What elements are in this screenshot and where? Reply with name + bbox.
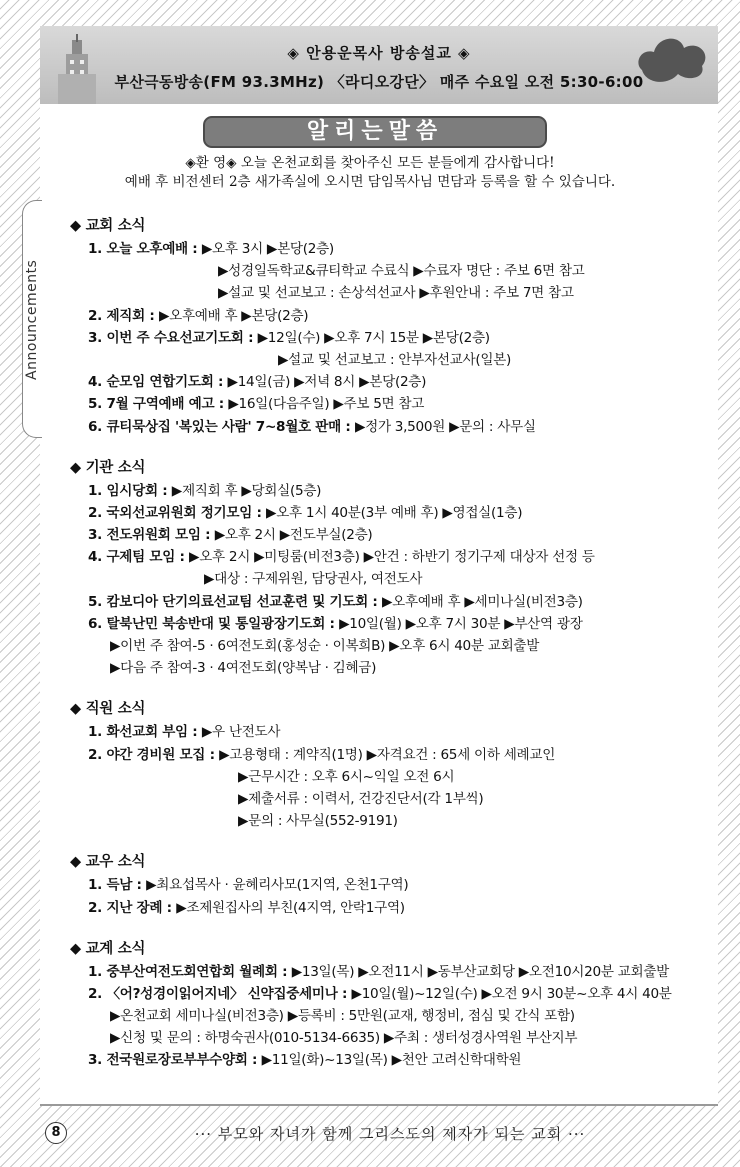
announcement-item: [70, 480, 710, 502]
item-text: ▶우 난전도사: [201, 724, 281, 741]
item-label: 5. 7월 구역예배 예고 :: [88, 396, 229, 413]
announcement-section: [70, 456, 710, 680]
announcement-section: [70, 214, 710, 438]
section-title: ◆ 교회 소식: [70, 218, 146, 234]
item-text: ▶14일(금) ▶저녁 8시 ▶본당(2층): [227, 374, 427, 391]
announcement-detail: [70, 349, 710, 371]
item-text: ▶11일(화)~13일(목) ▶천안 고려신학대학원: [261, 1052, 522, 1069]
announcement-detail: [70, 1027, 710, 1049]
item-text: ▶오후 2시 ▶미팅룸(비전3층) ▶안건 : 하반기 정기구제 대상자 선정 등: [189, 549, 595, 566]
church-motto: ··· 부모와 자녀가 함께 그리스도의 제자가 되는 교회 ···: [194, 1125, 586, 1143]
item-text: ▶16일(다음주일) ▶주보 5면 참고: [228, 396, 425, 413]
welcome-message: [60, 154, 680, 192]
welcome-line: ◈환 영◈ 오늘 온천교회를 찾아주신 모든 분들에게 감사합니다!: [185, 155, 555, 171]
section-title: ◆ 직원 소식: [70, 701, 146, 718]
page-number: 8: [45, 1122, 67, 1144]
welcome-line: 예배 후 비전센터 2층 새가족실에 오시면 담임목사님 면담과 등록을 할 수 있습니다.: [124, 174, 616, 190]
broadcast-banner: [40, 26, 718, 104]
item-label: 1. 득남 :: [88, 877, 147, 894]
announcement-item: [70, 744, 710, 766]
item-text: ▶설교 및 선교보고 : 안부자선교사(일본): [278, 351, 511, 368]
item-text: ▶10일(월) ▶오후 7시 30분 ▶부산역 광장: [339, 615, 583, 632]
item-text: ▶오후예배 후 ▶세미나실(비전3층): [382, 593, 583, 610]
item-label: 3. 전국원로장로부부수양회 :: [88, 1052, 262, 1069]
item-text: ▶13일(목) ▶오전11시 ▶동부산교회당 ▶오전10시20분 교회출발: [291, 963, 669, 980]
announcement-item: [70, 524, 710, 546]
announcement-detail: [70, 282, 710, 304]
announcement-list: [70, 214, 710, 1090]
announcement-detail: [70, 568, 710, 590]
item-text: ▶설교 및 선교보고 : 손상석선교사 ▶후원안내 : 주보 7면 참고: [218, 285, 574, 302]
item-text: ▶오후 2시 ▶전도부실(2층): [214, 527, 373, 544]
announcement-section: [70, 697, 710, 832]
item-label: 4. 순모임 연합기도회 :: [88, 374, 228, 391]
item-label: 2. 제직회 :: [88, 307, 159, 324]
item-label: 1. 중부산여전도회연합회 월례회 :: [88, 963, 292, 980]
item-text: ▶조제원집사의 부친(4지역, 안락1구역): [176, 899, 405, 916]
item-label: 5. 캄보디아 단기의료선교팀 선교훈련 및 기도회 :: [88, 593, 382, 610]
section-title: ◆ 기관 소식: [70, 459, 146, 476]
broadcast-schedule: 부산극동방송(FM 93.3MHz) 〈라디오강단〉 매주 수요일 오전 5:30-6:00: [114, 73, 644, 91]
item-text: ▶대상 : 구제위원, 담당권사, 여전도사: [204, 571, 423, 588]
page-title: 알리는말씀: [203, 116, 547, 148]
item-label: 1. 오늘 오후예배 :: [88, 241, 202, 257]
item-text: ▶제직회 후 ▶당회실(5층): [171, 482, 322, 499]
item-label: 1. 화선교회 부임 :: [88, 724, 202, 741]
announcement-item: [70, 238, 710, 260]
announcement-section: [70, 850, 710, 918]
announcement-item: [70, 393, 710, 415]
item-text: ▶오후 1시 40분(3부 예배 후) ▶영접실(1층): [266, 504, 523, 521]
announcement-item: [70, 305, 710, 327]
section-title: ◆ 교우 소식: [70, 854, 146, 871]
announcement-detail: [70, 810, 710, 832]
item-text: ▶성경일독학교&큐티학교 수료식 ▶수료자 명단 : 주보 6면 참고: [218, 263, 585, 280]
item-text: ▶신청 및 문의 : 하명숙권사(010-5134-6635) ▶주최 : 생터성경사역원 부산지부: [110, 1030, 578, 1047]
announcement-detail: [70, 788, 710, 810]
item-text: ▶오후 3시 ▶본당(2층): [201, 241, 334, 257]
item-text: ▶제출서류 : 이력서, 건강진단서(각 1부씩): [238, 790, 484, 807]
item-label: 3. 이번 주 수요선교기도회 :: [88, 329, 258, 346]
item-label: 4. 구제팀 모임 :: [88, 549, 190, 566]
announcement-item: [70, 961, 710, 983]
announcement-item: [70, 416, 710, 438]
item-text: ▶문의 : 사무실(552-9191): [238, 813, 398, 830]
announcement-section: [70, 937, 710, 1072]
item-text: ▶다음 주 참여-3 · 4여전도회(양복남 · 김혜금): [110, 660, 377, 677]
item-text: ▶12일(수) ▶오후 7시 15분 ▶본당(2층): [257, 329, 490, 346]
announcement-item: [70, 1049, 710, 1071]
announcement-item: [70, 897, 710, 919]
item-text: ▶이번 주 참여-5 · 6여전도회(홍성순 · 이복희B) ▶오후 6시 40분 교회출발: [110, 638, 540, 654]
item-label: 2. 국외선교위원회 정기모임 :: [88, 504, 267, 521]
announcement-item: [70, 983, 710, 1005]
item-text: ▶온천교회 세미나실(비전3층) ▶등록비 : 5만원(교재, 행정비, 점심 및 간식 포함): [110, 1008, 575, 1025]
announcement-detail: [70, 657, 710, 679]
item-text: ▶오후예배 후 ▶본당(2층): [158, 307, 309, 324]
announcement-item: [70, 874, 710, 896]
announcement-detail: [70, 260, 710, 282]
side-label: Announcements: [24, 259, 40, 380]
announcement-detail: [70, 635, 710, 657]
item-label: 1. 임시당회 :: [88, 482, 172, 499]
item-label: 2. 야간 경비원 모집 :: [88, 746, 220, 763]
announcement-item: [70, 327, 710, 349]
item-label: 6. 탈북난민 북송반대 및 통일광장기도회 :: [88, 615, 340, 632]
item-label: 2. 〈어?성경이읽어지네〉 신약집중세미나 :: [88, 985, 352, 1002]
announcement-item: [70, 721, 710, 743]
announcement-detail: [70, 766, 710, 788]
item-label: 6. 큐티묵상집 '복있는 사람' 7~8월호 판매 :: [88, 418, 355, 435]
item-text: ▶근무시간 : 오후 6시~익일 오전 6시: [238, 768, 455, 785]
announcement-item: [70, 371, 710, 393]
announcement-item: [70, 546, 710, 568]
item-label: 2. 지난 장례 :: [88, 899, 177, 916]
footer-divider: [40, 1104, 718, 1106]
announcement-item: [70, 502, 710, 524]
announcement-item: [70, 613, 710, 635]
section-title: ◆ 교계 소식: [70, 940, 146, 957]
item-text: ▶10일(월)~12일(수) ▶오전 9시 30분~오후 4시 40분: [351, 985, 672, 1002]
announcement-detail: [70, 1005, 710, 1027]
item-text: ▶고용형태 : 계약직(1명) ▶자격요건 : 65세 이하 세례교인: [219, 746, 556, 763]
announcement-item: [70, 591, 710, 613]
item-text: ▶정가 3,500원 ▶문의 : 사무실: [354, 418, 536, 435]
item-label: 3. 전도위원회 모임 :: [88, 527, 215, 544]
item-text: ▶최요섭목사 · 윤혜리사모(1지역, 온천1구역): [146, 877, 409, 894]
sermon-broadcast-title: ◈ 안용운목사 방송설교 ◈: [287, 44, 471, 62]
